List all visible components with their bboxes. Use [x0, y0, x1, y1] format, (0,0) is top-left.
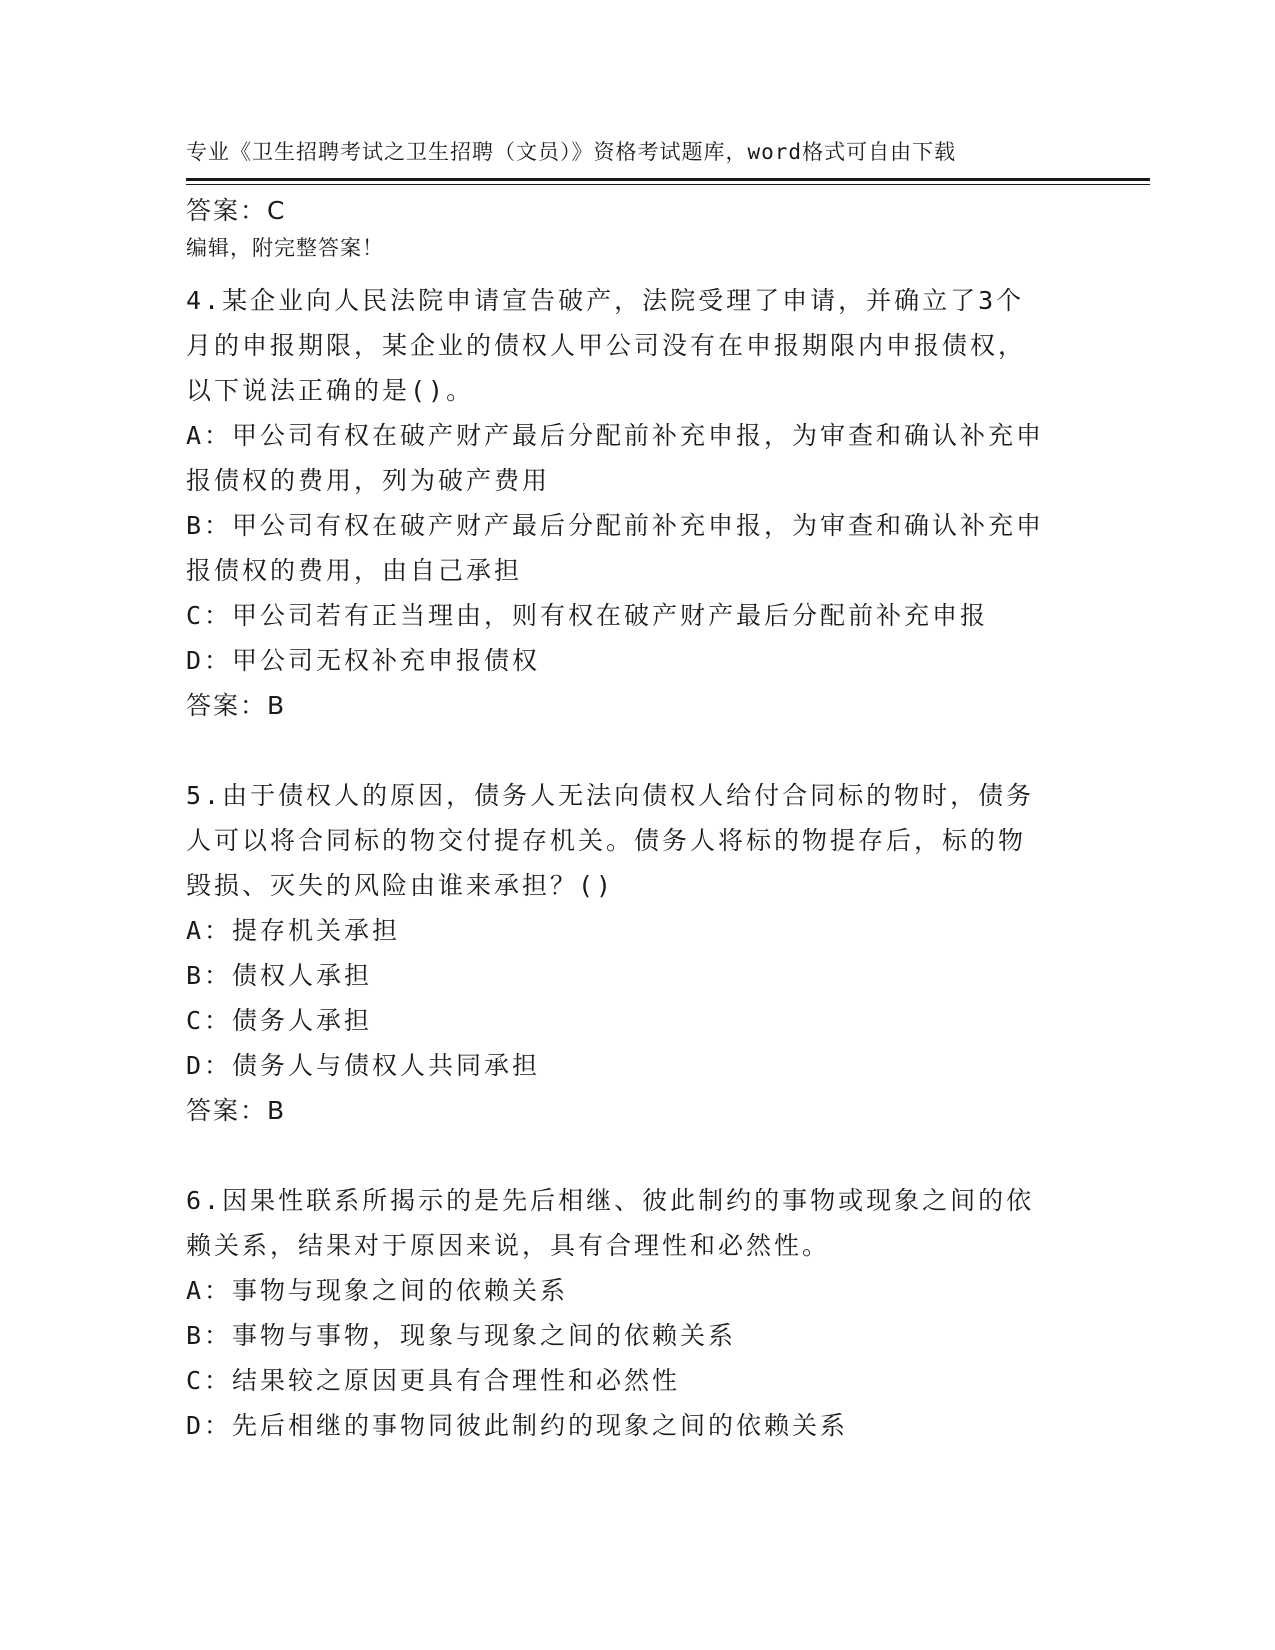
option-a-continued: 报债权的费用，列为破产费用 — [186, 466, 551, 495]
spacer — [186, 728, 1076, 773]
option-d: D：甲公司无权补充申报债权 — [186, 646, 541, 675]
header-divider-thick — [186, 178, 1150, 181]
question-stem-line: 人可以将合同标的物交付提存机关。债务人将标的物提存后，标的物 — [186, 826, 1027, 855]
option-b-continued: 报债权的费用，由自己承担 — [186, 556, 523, 585]
question-stem-line: 4.某企业向人民法院申请宣告破产，法院受理了申请，并确立了3个 — [186, 286, 1025, 315]
question-6 — [186, 1178, 1076, 1448]
option-c: C：甲公司若有正当理由，则有权在破产财产最后分配前补充申报 — [186, 601, 989, 630]
spacer — [186, 1133, 1076, 1178]
option-d: D：先后相继的事物同彼此制约的现象之间的依赖关系 — [186, 1411, 849, 1440]
question-stem-line: 6.因果性联系所揭示的是先后相继、彼此制约的事物或现象之间的依 — [186, 1186, 1035, 1215]
answer-q3: 答案：C — [186, 196, 287, 225]
question-4 — [186, 278, 1076, 683]
question-stem-line: 毁损、灭失的风险由谁来承担？() — [186, 871, 615, 900]
question-stem-line: 赖关系，结果对于原因来说，具有合理性和必然性。 — [186, 1231, 831, 1260]
option-d: D：债务人与债权人共同承担 — [186, 1051, 541, 1080]
header-line-1: 专业《卫生招聘考试之卫生招聘（文员）》资格考试题库，word格式可自由下载 — [186, 140, 957, 164]
option-c: C：债务人承担 — [186, 1006, 373, 1035]
option-a: A：提存机关承担 — [186, 916, 401, 945]
answer-q5: 答案：B — [186, 1096, 287, 1125]
question-stem-line: 月的申报期限，某企业的债权人甲公司没有在申报期限内申报债权， — [186, 331, 1027, 360]
option-a: A：事物与现象之间的依赖关系 — [186, 1276, 569, 1305]
option-a: A：甲公司有权在破产财产最后分配前补充申报，为审查和确认补充申 — [186, 421, 1045, 450]
option-b: B：甲公司有权在破产财产最后分配前补充申报，为审查和确认补充申 — [186, 511, 1045, 540]
question-stem-line: 5.由于债权人的原因，债务人无法向债权人给付合同标的物时，债务 — [186, 781, 1035, 810]
question-content — [186, 188, 1076, 1448]
answer-q4: 答案：B — [186, 691, 287, 720]
header-divider-thin — [186, 184, 1150, 185]
option-b: B：事物与事物，现象与现象之间的依赖关系 — [186, 1321, 737, 1350]
header-line-2: 编辑，附完整答案！ — [186, 236, 384, 260]
question-5 — [186, 773, 1076, 1088]
question-stem-line: 以下说法正确的是()。 — [186, 376, 475, 405]
option-b: B：债权人承担 — [186, 961, 373, 990]
option-c: C：结果较之原因更具有合理性和必然性 — [186, 1366, 681, 1395]
spacer — [186, 233, 1076, 278]
